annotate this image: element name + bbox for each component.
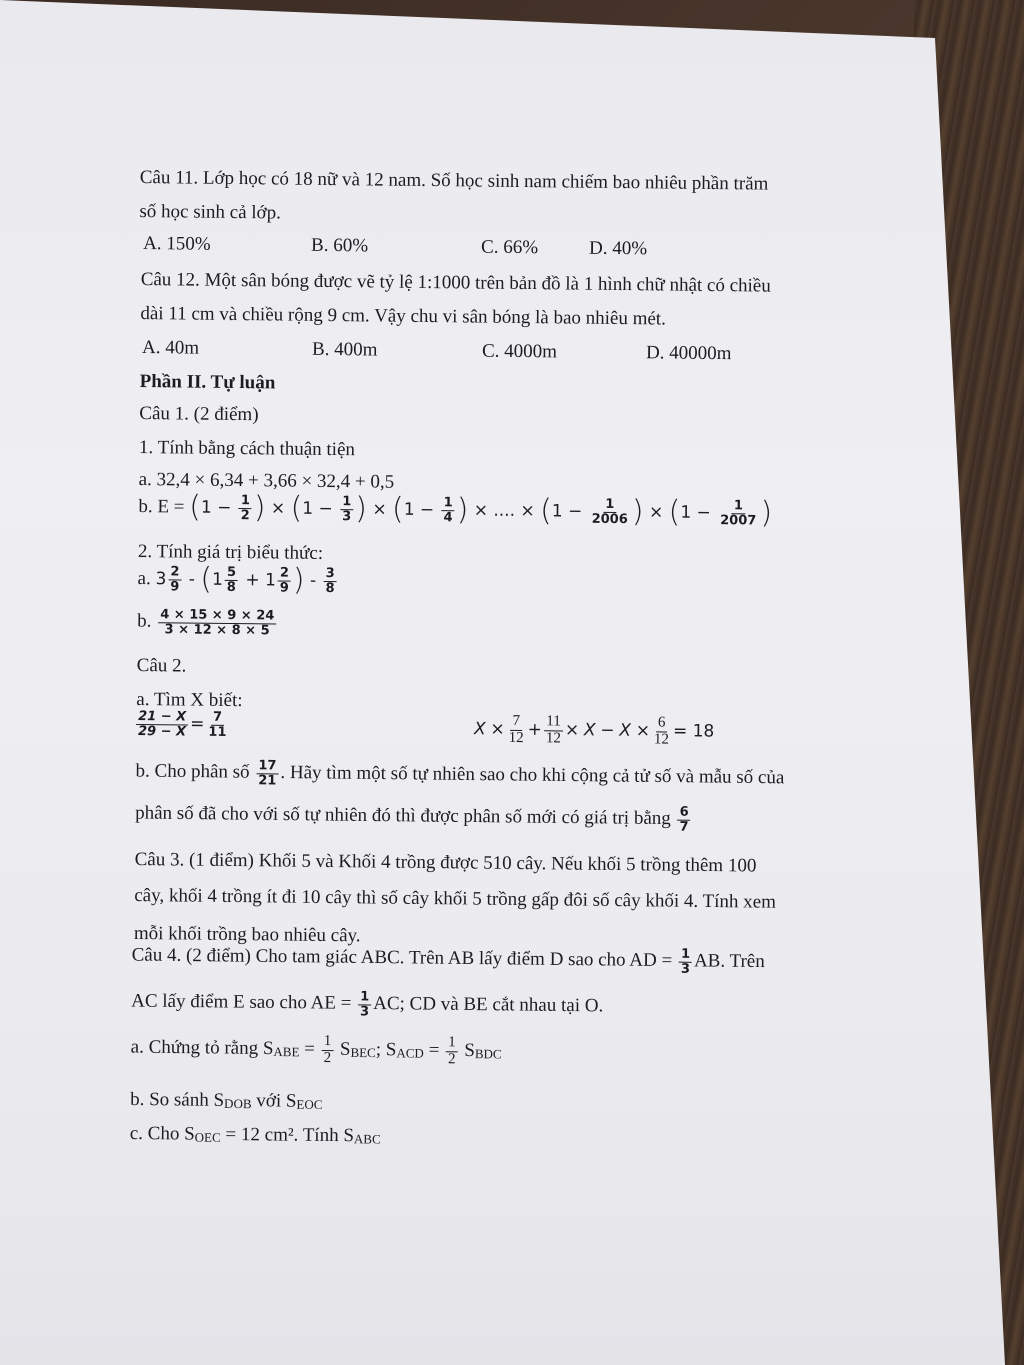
c2b-text-b: . Hãy tìm một số tự nhiên sao cho khi cộng cả tử số và mẫu số của [280,762,785,789]
part2-title: Phần II. Tự luận [139,371,276,394]
q12-option-a: A. 40m [141,337,200,359]
mixed-number-expression: 3 $\frac{2}{9}$ - (1 $\frac{5}{8}$ + 1 $\frac{2}{9}$ ) - $\frac{3}{8}$ [155,561,335,598]
q12-option-b: B. 400m [311,338,378,361]
c1-s2-part-b [137,608,278,638]
c4-part-b: b. So sánh SDOB với SEOC [130,1088,323,1112]
fraction-1-3-ae: $\frac{1}{3}$ [359,989,370,1020]
q12-text-line2: dài 11 cm và chiều rộng 9 cm. Vậy chu vi sân bóng là bao nhiêu mét. [140,303,667,330]
fraction-6-7 [677,806,690,834]
c1-s2b-label: b. [137,610,152,632]
fraction-17-21 [256,759,278,788]
eq1-rnum: 7 [211,711,224,726]
product-fraction-den: 3 × 12 × 8 × 5 [164,621,270,639]
c2b-text-a: b. Cho phân số [135,760,250,783]
c4c-text: c. Cho [129,1122,180,1145]
c4-part-a: a. Chứng tỏ rằng SABE = $\frac{1}{2}$ SBEC; SACD = $\frac{1}{2}$ SBDC [130,1032,502,1068]
q11-option-d: D. 40% [588,237,648,260]
eq1-num: 21 − X [136,710,188,725]
q12-text-line1: Câu 12. Một sân bóng được vẽ tỷ lệ 1:1000 trên bản đồ là 1 hình chữ nhật có chiều [140,269,771,297]
product-fraction-num: 4 × 15 × 9 × 24 [158,608,276,624]
q11-option-c: C. 66% [480,236,539,259]
product-expression: (1 − $\frac{1}{2}$ ) × (1 − $\frac{1}{3}$ ) × (1 − $\frac{1}{4}$ ) × .... × (1 − $\frac{1}{2006}$ ) × (1 − $\frac{1}{2007}$ ) [189,489,773,531]
q11-text-line1: Câu 11. Lớp học có 18 nữ và 12 nam. Số học sinh nam chiếm bao nhiêu phần trăm [139,166,769,195]
eq1-den: 29 − X [137,723,187,740]
frac1-den: 21 [258,772,277,789]
eq1-right-fraction [206,711,228,740]
c1-part-a: a. 32,4 × 6,34 + 3,66 × 32,4 + 0,5 [138,469,395,493]
c2-equation2: X × $\frac{7}{12}$ + $\frac{11}{12}$ × X − X × $\frac{6}{12}$ = 18 [473,712,715,748]
q11-option-b: B. 60% [311,234,369,257]
c4-l1-text-b: AB. Trên [693,950,765,973]
q12-option-c: C. 4000m [481,340,558,363]
c4c-mid: = 12 cm². Tính [225,1123,339,1147]
c4-l1-text-a: Câu 4. (2 điểm) Cho tam giác ABC. Trên AB lấy điểm D sao cho AD = [131,944,673,972]
frac2-num: 6 [678,806,691,821]
c4-line2 [131,988,603,1021]
frac1-num: 17 [256,759,278,774]
q12-option-d: D. 40000m [645,342,732,365]
c1-s2a-label: a. [137,567,151,590]
q11-option-a: A. 150% [143,233,211,255]
c2-part-b-line2 [135,800,693,834]
c2-title: Câu 2. [136,654,187,677]
c1-section2: 2. Tính giá trị biểu thức: [137,541,324,564]
eq1-left-fraction [136,710,188,739]
frac2-den: 7 [679,819,689,835]
c4a-text: a. Chứng tỏ rằng [130,1036,259,1059]
c4-l2-text-b: AC; CD và BE cắt nhau tại O. [373,992,604,1017]
c1-part-b-label: b. E = [138,496,185,518]
c4b-text: b. So sánh [130,1088,209,1111]
c2b-text-c: phân số đã cho với số tự nhiên đó thì được phân số mới có giá trị bằng [135,802,671,830]
q11-text-line2: số học sinh cả lớp. [139,200,282,224]
product-fraction [158,608,276,638]
c1-s2-part-a [137,561,338,598]
c1-title: Câu 1. (2 điểm) [139,403,259,426]
c2-equation1: $\frac{21 - X}{29 - X}$ = $\frac{7}{11}$ [134,710,231,739]
c2-part-a: a. Tìm X biết: [136,688,243,712]
c3-line3: mỗi khối trồng bao nhiêu cây. [133,922,361,947]
c4b-mid: với [256,1090,282,1112]
c4-part-c: c. Cho SOEC = 12 cm². Tính SABC [129,1122,381,1147]
c4-l2-text-a: AC lấy điểm E sao cho AE = [131,990,352,1014]
eq2-result: = 18 [672,721,715,742]
eq1-rden: 11 [208,724,227,740]
c1-section1: 1. Tính bằng cách thuận tiện [138,437,356,461]
c3-line1: Câu 3. (1 điểm) Khối 5 và Khối 4 trồng được 510 cây. Nếu khối 5 trồng thêm 100 [134,848,757,877]
c3-line2: cây, khối 4 trồng ít đi 10 cây thì số cây khối 5 trồng gấp đôi số cây khối 4. Tính xem [134,884,777,913]
fraction-1-3-ad: $\frac{1}{3}$ [680,946,691,977]
